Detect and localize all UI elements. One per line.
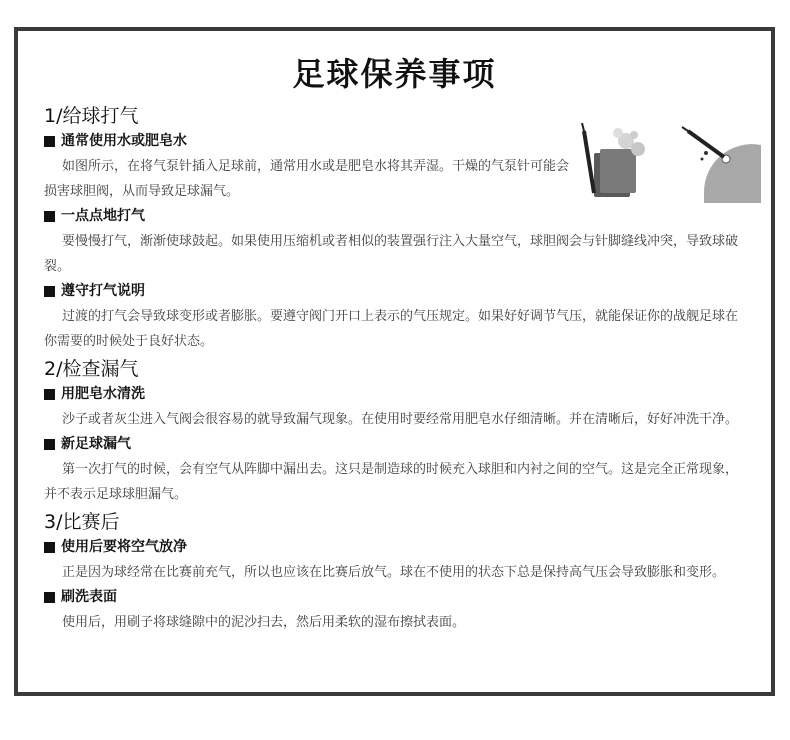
- square-bullet-icon: [44, 592, 55, 603]
- paragraph: 正是因为球经常在比赛前充气，所以也应该在比赛后放气。球在不使用的状态下总是保持高气压会导致膨胀和变形。: [62, 565, 726, 580]
- square-bullet-icon: [44, 389, 55, 400]
- subheading: 一点点地打气: [44, 206, 750, 227]
- paragraph: 要慢慢打气，渐渐使球鼓起。如果使用压缩机或者相似的装置强行注入大量空气，球胆阀会与针脚缝线冲突，导致球破裂。: [44, 234, 739, 274]
- paragraph: 沙子或者灰尘进入气阀会很容易的就导致漏气现象。在使用时要经常用肥皂水仔细清晰。并在清晰后，好好冲洗干净。: [62, 412, 739, 427]
- paragraph: 如图所示，在将气泵针插入足球前，通常用水或是肥皂水将其弄湿。干燥的气泵针可能会损害球胆阀，从而导致足球漏气。: [44, 159, 570, 199]
- subheading: 刷洗表面: [44, 587, 750, 608]
- paragraph: 使用后，用刷子将球缝隙中的泥沙扫去，然后用柔软的湿布擦拭表面。: [62, 615, 466, 630]
- square-bullet-icon: [44, 439, 55, 450]
- section-heading-2: 2/检查漏气: [44, 358, 139, 380]
- square-bullet-icon: [44, 542, 55, 553]
- section-heading-3: 3/比赛后: [44, 511, 120, 533]
- content-frame: [14, 27, 775, 696]
- square-bullet-icon: [44, 211, 55, 222]
- page-title: 足球保养事项: [292, 55, 497, 93]
- section-heading-1: 1/给球打气: [44, 105, 139, 127]
- document-body: [44, 103, 750, 637]
- subheading: 用肥皂水清洗: [44, 384, 750, 405]
- subheading: 通常使用水或肥皂水: [44, 131, 750, 152]
- square-bullet-icon: [44, 286, 55, 297]
- subheading: 新足球漏气: [44, 434, 750, 455]
- subheading: 遵守打气说明: [44, 281, 750, 302]
- paragraph: 过渡的打气会导致球变形或者膨胀。要遵守阀门开口上表示的气压规定。如果好好调节气压，就能保证你的战舰足球在你需要的时候处于良好状态。: [44, 309, 739, 349]
- subheading: 使用后要将空气放净: [44, 537, 750, 558]
- square-bullet-icon: [44, 136, 55, 147]
- paragraph: 第一次打气的时候，会有空气从阵脚中漏出去。这只是制造球的时候充入球胆和内衬之间的空气。这是完全正常现象，并不表示足球球胆漏气。: [44, 462, 739, 502]
